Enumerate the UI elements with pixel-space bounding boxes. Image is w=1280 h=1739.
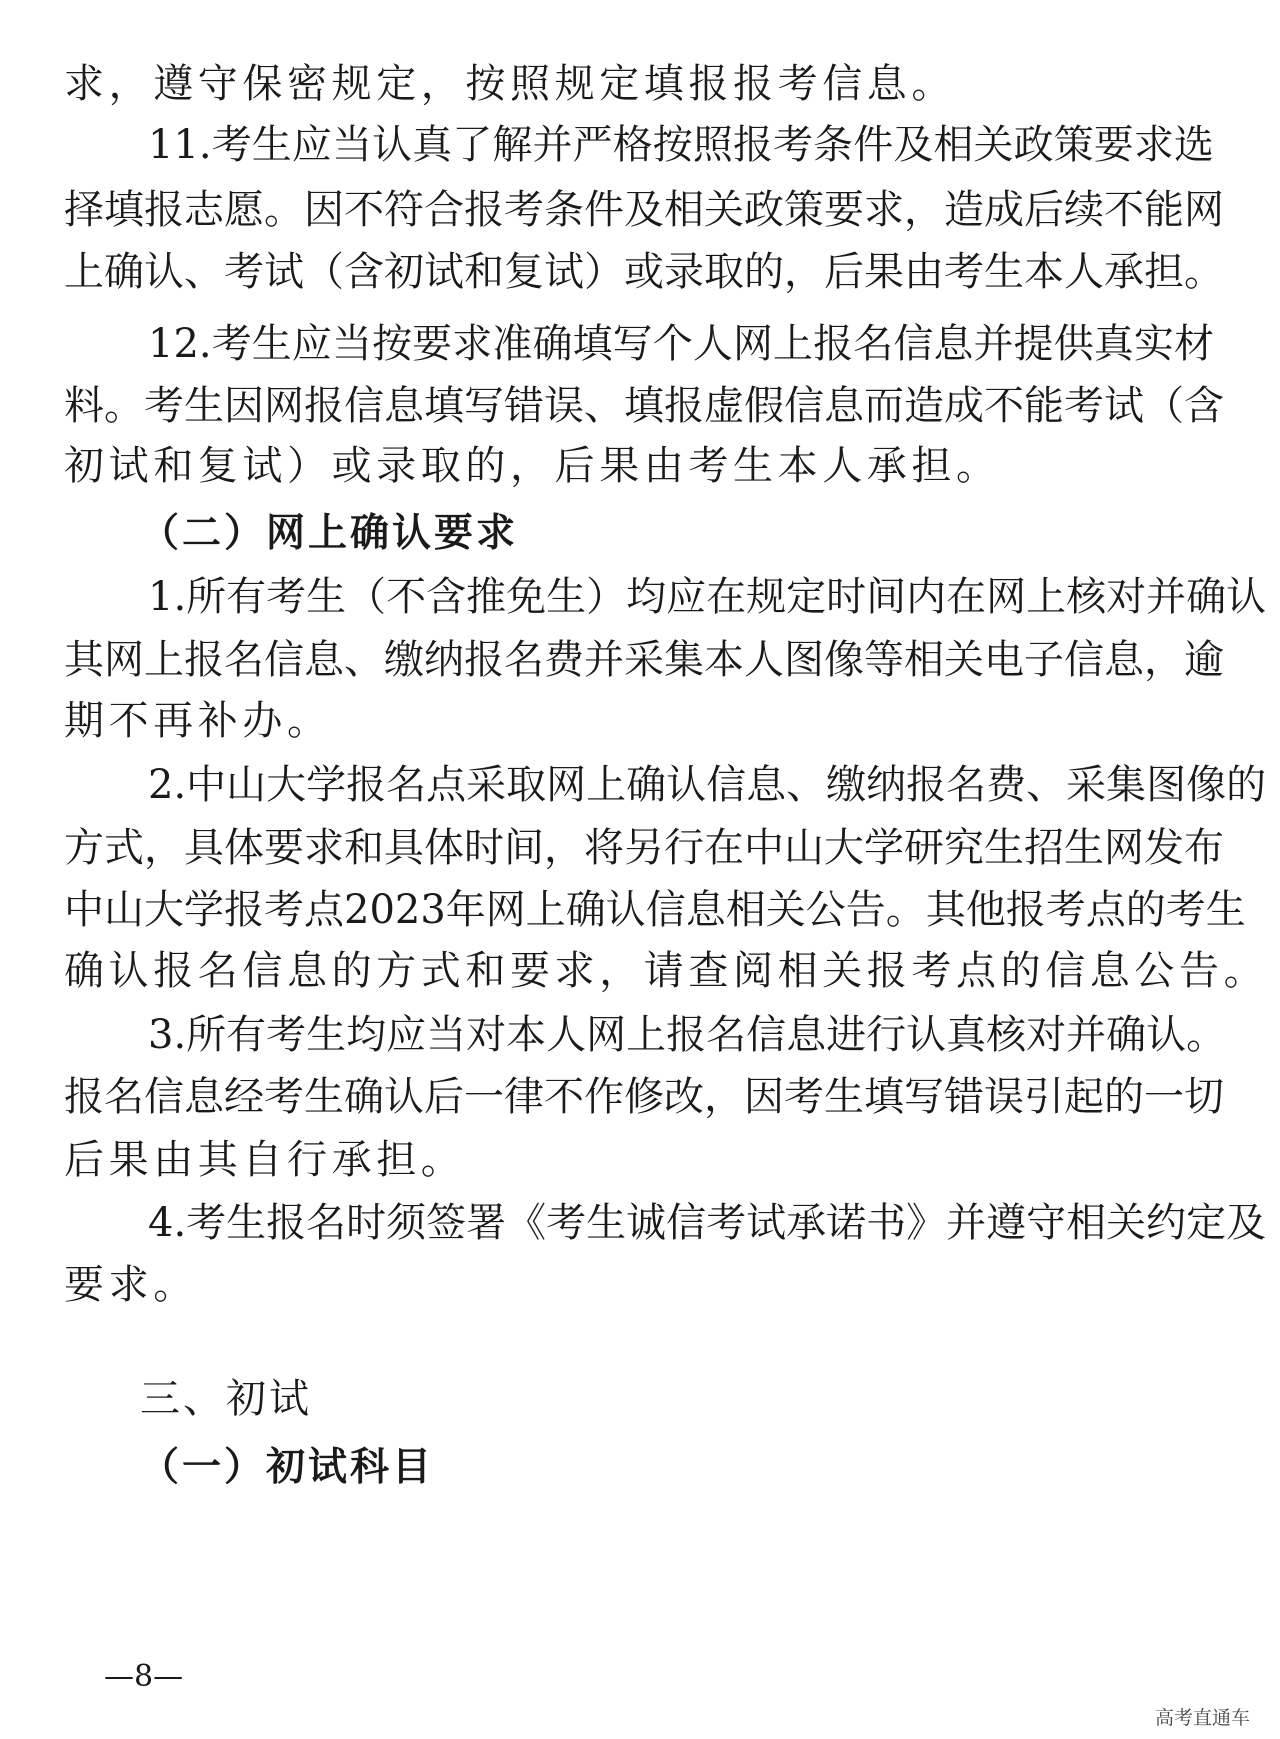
paragraph-line: 择填报志愿。因不符合报考条件及相关政策要求，造成后续不能网 [64,187,1224,233]
paragraph-line: 2.中山大学报名点采取网上确认信息、缴纳报名费、采集图像的 [148,762,1267,808]
paragraph-line: 后果由其自行承担。 [64,1137,466,1183]
section-heading-preliminary-exam: 三、初试 [140,1376,312,1422]
paragraph-line: 其网上报名信息、缴纳报名费并采集本人图像等相关电子信息，逾 [64,637,1224,683]
paragraph-line: 中山大学报考点2023年网上确认信息相关公告。其他报考点的考生 [64,887,1246,933]
paragraph-line: 1.所有考生（不含推免生）均应在规定时间内在网上核对并确认 [148,574,1267,620]
paragraph-line: 3.所有考生均应当对本人网上报名信息进行认真核对并确认。 [148,1012,1227,1058]
paragraph-line: 确认报名信息的方式和要求，请查阅相关报考点的信息公告。 [64,948,1269,994]
paragraph-line: 要求。 [64,1262,198,1308]
paragraph-line: 期不再补办。 [64,698,332,744]
paragraph-line: 报名信息经考生确认后一律不作修改，因考生填写错误引起的一切 [64,1074,1224,1120]
paragraph-line: 12.考生应当按要求准确填写个人网上报名信息并提供真实材 [148,321,1214,367]
paragraph-line: 方式，具体要求和具体时间，将另行在中山大学研究生招生网发布 [64,825,1224,871]
watermark-text: 高考直通车 [1154,1707,1250,1729]
paragraph-line: 求，遵守保密规定，按照规定填报报考信息。 [64,61,956,107]
paragraph-line: 11.考生应当认真了解并严格按照报考条件及相关政策要求选 [148,122,1214,168]
paragraph-line: 4.考生报名时须签署《考生诚信考试承诺书》并遵守相关约定及 [148,1200,1267,1246]
paragraph-line: 料。考生因网报信息填写错误、填报虚假信息而造成不能考试（含 [64,383,1224,429]
subsection-heading-exam-subjects: （一）初试科目 [140,1444,435,1490]
paragraph-line: 初试和复试）或录取的，后果由考生本人承担。 [64,443,1001,489]
page-number: —8— [104,1659,184,1694]
subsection-heading-online-confirmation: （二）网上确认要求 [140,510,519,556]
paragraph-line: 上确认、考试（含初试和复试）或录取的，后果由考生本人承担。 [64,249,1224,295]
